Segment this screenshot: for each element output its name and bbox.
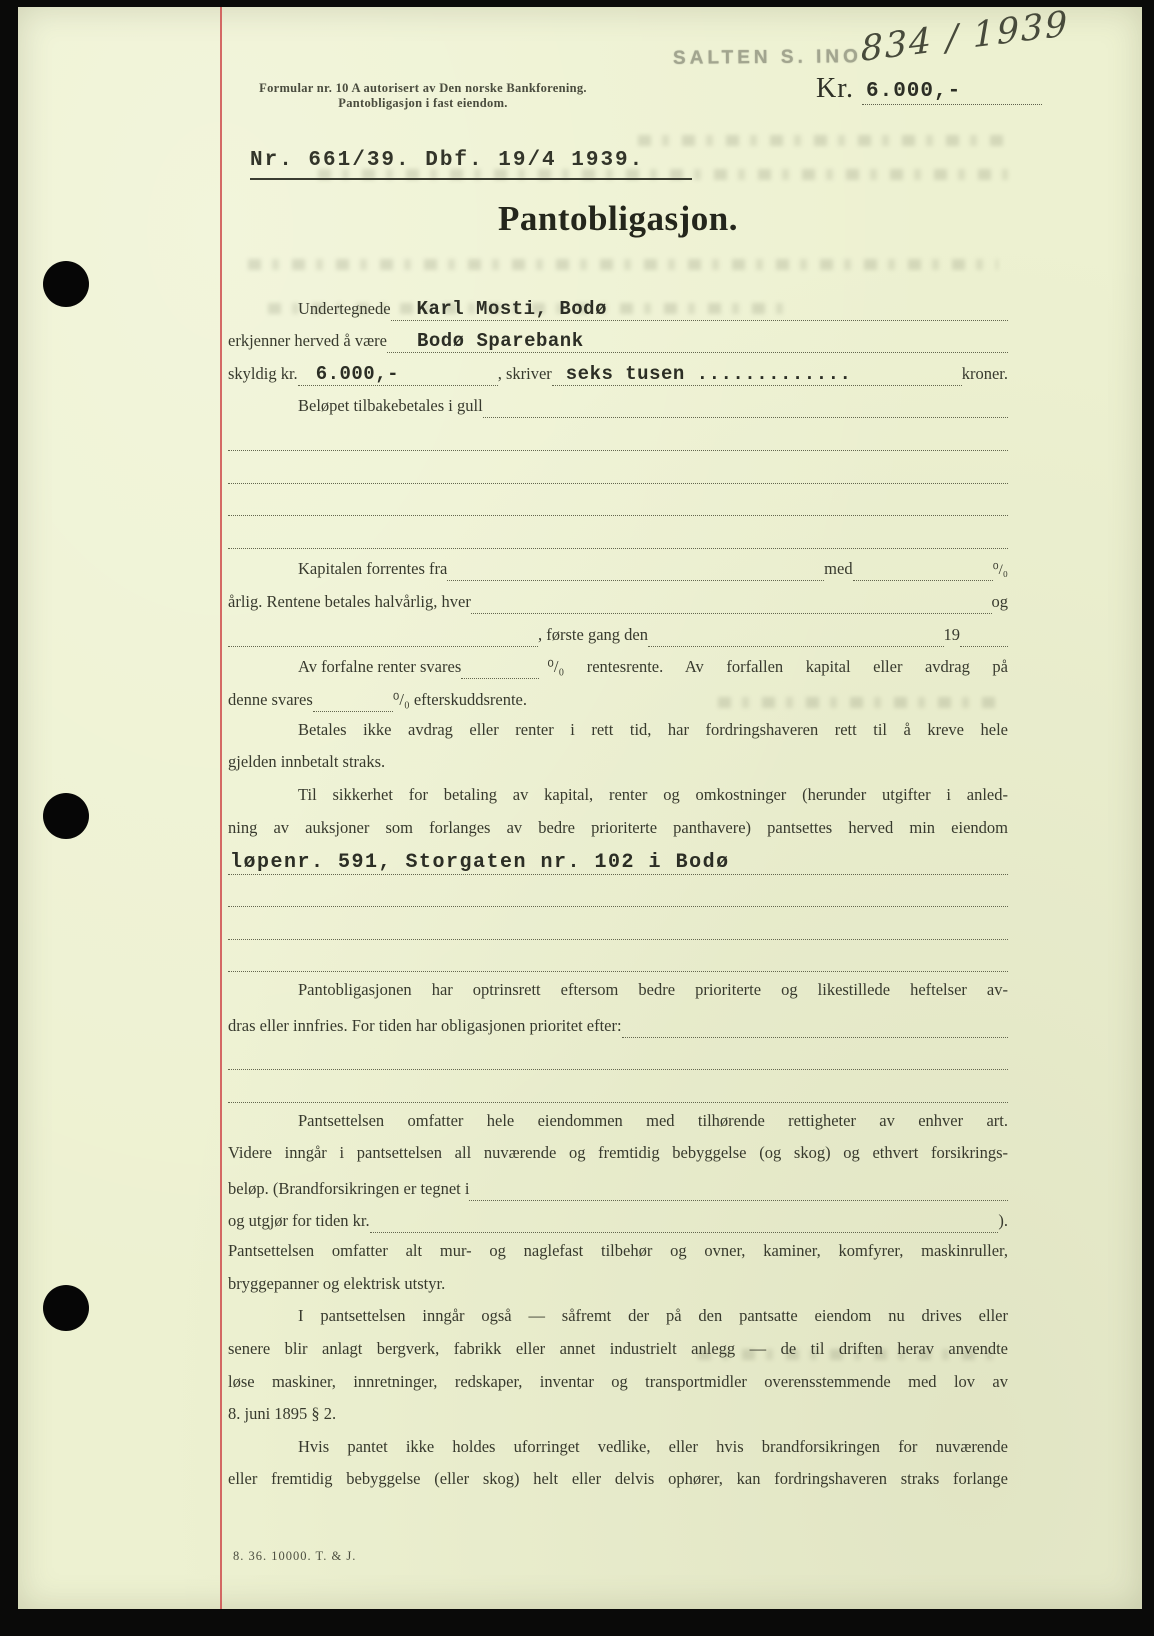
forste-gang-line-lead <box>228 616 538 649</box>
paragraph-line: I pantsettelsen inngår også — såfremt der på den pantsatte eiendom nu drives eller <box>298 1306 1008 1326</box>
undertegnede-label: Undertegnede <box>298 298 391 318</box>
med-label: med <box>824 559 853 579</box>
paragraph-line: Videre inngår i pantsettelsen all nuværende og fremtidig bebyggelse (og skog) og ethvert forsikrings- <box>228 1143 1008 1163</box>
form-body <box>228 290 1008 1496</box>
field-prioritet <box>228 1007 1008 1040</box>
field-kapitalen <box>228 551 1008 584</box>
blank-line <box>228 420 1008 453</box>
form-authorization-line2: Pantobligasjon i fast eiendom. <box>338 96 508 110</box>
blank-line <box>228 486 1008 519</box>
skriver-value-typed: seks tusen ............. <box>565 362 852 385</box>
belopet-label: Beløpet tilbakebetales i gull <box>298 396 483 416</box>
rentesrente-line <box>461 649 539 682</box>
registry-stamp: SALTEN S. INO <box>672 46 862 69</box>
field-forfalne <box>228 649 1008 682</box>
field-skyldig <box>228 355 1008 388</box>
punch-hole-top <box>43 261 89 307</box>
erkjenner-line <box>387 323 1008 356</box>
field-forste-gang <box>228 616 1008 649</box>
og-label: og <box>991 591 1008 611</box>
utgjor-label: og utgjør for tiden kr. <box>228 1211 370 1231</box>
aar-line <box>960 616 1008 649</box>
blank-line <box>228 942 1008 975</box>
paragraph-line: senere blir anlagt bergverk, fabrikk eller annet industrielt anlegg — de til driften herav anvendte <box>228 1339 1008 1358</box>
field-belopet <box>228 388 1008 421</box>
skriver-label: , skriver <box>497 363 552 383</box>
paragraph-line: Pantsettelsen omfatter hele eiendommen med tilhørende rettigheter av enhver art. <box>298 1110 1008 1130</box>
paragraph-line: eller fremtidig bebyggelse (eller skog) helt eller delvis ophører, kan fordringshaveren straks forlange <box>228 1469 1008 1489</box>
kr-label: Kr. <box>816 73 854 104</box>
forste-gang-line <box>648 616 944 649</box>
nitten-label: 19 <box>943 624 960 644</box>
amount-header <box>816 73 1042 105</box>
paragraph-line: løse maskiner, innretninger, redskaper, inventar og transportmidler overensstemmende med lov av <box>228 1371 1008 1391</box>
paragraph-line: Pantobligasjonen har optrinsrett eftersom bedre prioriterte og likestillede heftelser av- <box>298 980 1008 1000</box>
blank-line <box>228 1040 1008 1073</box>
handwritten-journal-number: 834 / 1939 <box>860 4 1070 70</box>
eiendom-value-typed: løpenr. 591, Storgaten nr. 102 i Bodø <box>230 850 730 874</box>
kr-amount-typed: 6.000,- <box>862 80 1042 105</box>
punch-hole-middle <box>43 793 89 839</box>
erkjenner-label: erkjenner herved å være <box>228 331 387 351</box>
efterskudds-line <box>313 681 393 714</box>
brandforsikring-line <box>469 1170 1008 1203</box>
page-title: Pantobligasjon. <box>498 199 738 238</box>
brandforsikring-label: beløp. (Brandforsikringen er tegnet i <box>228 1178 470 1198</box>
percent-sign: ⁰/₀ <box>992 562 1008 579</box>
aarlig-line <box>471 583 992 616</box>
blank-line <box>228 518 1008 551</box>
belopet-line <box>483 388 1008 421</box>
prioritet-line <box>622 1007 1008 1040</box>
skyldig-line <box>298 355 498 388</box>
field-eiendom <box>228 844 1008 877</box>
punch-hole-bottom <box>43 1285 89 1331</box>
utgjor-suffix: ). <box>998 1211 1008 1231</box>
kapitalen-line <box>447 551 824 584</box>
forfalne-rest: ⁰/₀ rentesrente. Av forfallen kapital eller avdrag på <box>547 657 1008 677</box>
paragraph-line: gjelden innbetalt straks. <box>228 752 386 772</box>
skyldig-label: skyldig kr. <box>228 363 298 383</box>
blank-line <box>228 909 1008 942</box>
forste-gang-label: , første gang den <box>538 624 648 644</box>
document-page <box>18 4 1142 1609</box>
field-undertegnede <box>228 290 1008 323</box>
denne-label: denne svares <box>228 689 313 709</box>
prioritet-label: dras eller innfries. For tiden har obligasjonen prioritet efter: <box>228 1015 622 1035</box>
paragraph-line: Betales ikke avdrag eller renter i rett tid, har fordringshaveren rett til å kreve hele <box>298 719 1008 739</box>
blank-line <box>228 877 1008 910</box>
kroner-label: kroner. <box>961 363 1008 383</box>
paragraph-line: Hvis pantet ikke holdes uforringet vedlike, eller hvis brandforsikringen for nuværende <box>298 1436 1008 1456</box>
rente-line <box>853 551 993 584</box>
form-authorization-note <box>223 81 623 111</box>
skyldig-value-typed: 6.000,- <box>315 362 400 385</box>
paragraph-line: ning av auksjoner som forlanges av bedre prioriterte panthavere) pantsettes herved min eiendom <box>228 817 1008 837</box>
undertegnede-value-typed: Karl Mosti, Bodø <box>416 297 607 320</box>
bleed-through-mark <box>638 135 1008 146</box>
forfalne-label: Av forfalne renter svares <box>298 657 462 677</box>
erkjenner-value-typed: Bodø Sparebank <box>416 330 584 353</box>
paragraph-line: Pantsettelsen omfatter alt mur- og naglefast tilbehør og ovner, kaminer, komfyrer, maskinruller, <box>228 1241 1008 1261</box>
field-aarlig <box>228 583 1008 616</box>
blank-line <box>228 1072 1008 1105</box>
eiendom-line <box>228 844 1008 877</box>
skriver-line <box>552 355 962 388</box>
bleed-through-mark <box>248 259 998 270</box>
field-brandforsikring <box>228 1170 1008 1203</box>
margin-rule-red <box>220 7 222 1609</box>
aarlig-label: årlig. Rentene betales halvårlig, hver <box>228 591 471 611</box>
field-denne <box>228 681 1008 714</box>
paragraph-line: Til sikkerhet for betaling av kapital, renter og omkostninger (herunder utgifter i anled- <box>298 784 1008 804</box>
utgjor-line <box>370 1203 999 1236</box>
document-number-typed: Nr. 661/39. Dbf. 19/4 1939. <box>250 149 692 180</box>
printers-mark: 8. 36. 10000. T. & J. <box>233 1549 357 1563</box>
kapitalen-label: Kapitalen forrentes fra <box>298 559 448 579</box>
form-authorization-line1: Formular nr. 10 A autorisert av Den norske Bankforening. <box>259 81 587 95</box>
undertegnede-line <box>391 290 1008 323</box>
blank-line <box>228 453 1008 486</box>
field-erkjenner <box>228 323 1008 356</box>
denne-rest: ⁰/₀ efterskuddsrente. <box>392 689 528 709</box>
field-utgjor <box>228 1203 1008 1236</box>
paragraph-line: bryggepanner og elektrisk utstyr. <box>228 1273 446 1293</box>
paragraph-line: 8. juni 1895 § 2. <box>228 1404 337 1424</box>
